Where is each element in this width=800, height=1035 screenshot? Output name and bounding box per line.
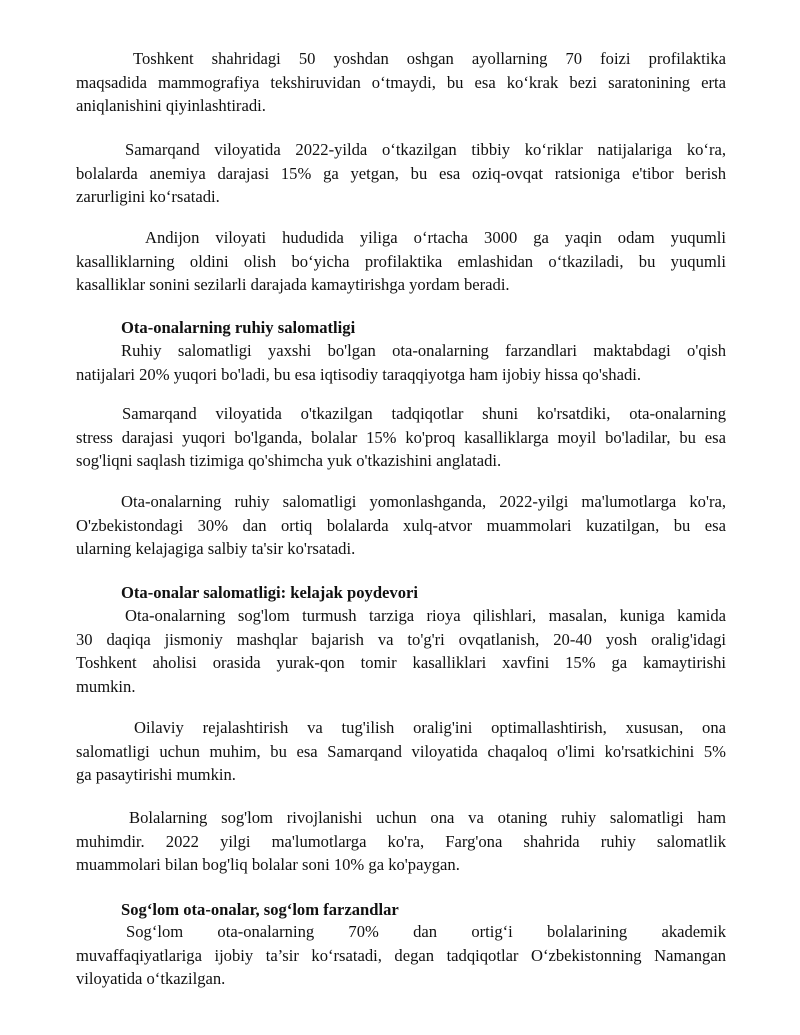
paragraph-line: natijalari 20% yuqori bo'ladi, bu esa iqtisodiy taraqqiyotga ham ijobiy hissa qo'shadi. bbox=[76, 364, 641, 384]
paragraph-line: zarurligini ko‘rsatadi. bbox=[76, 187, 220, 206]
paragraph bbox=[76, 716, 726, 787]
paragraph-line: muammolari bilan bog'liq bolalar soni 10% ga ko'paygan. bbox=[76, 855, 460, 874]
section-heading: Sog‘lom ota-onalar, sog‘lom farzandlar bbox=[121, 900, 399, 919]
paragraph-line: aniqlanishini qiyinlashtiradi. bbox=[76, 96, 266, 115]
paragraph-line: Ota-onalarning ruhiy salomatligi yomonlashganda, 2022-yilgi ma'lumotlarga ko'ra, bbox=[121, 492, 726, 511]
paragraph-line: salomatligi uchun muhim, bu esa Samarqand viloyatida chaqaloq o'limi ko'rsatkichini 5% bbox=[76, 741, 726, 761]
paragraph-line: Bolalarning sog'lom rivojlanishi uchun ona va otaning ruhiy salomatligi ham bbox=[129, 808, 726, 827]
paragraph-line: Toshkent shahridagi 50 yoshdan oshgan ayollarning 70 foizi profilaktika bbox=[133, 49, 726, 68]
paragraph-line: stress darajasi yuqori bo'lganda, bolalar 15% ko'proq kasalliklarga moyil bo'ladilar, bu esa bbox=[76, 427, 726, 447]
paragraph bbox=[76, 339, 726, 386]
paragraph bbox=[76, 47, 726, 118]
paragraph-line: ularning kelajagiga salbiy ta'sir ko'rsatadi. bbox=[76, 539, 356, 558]
paragraph bbox=[76, 920, 726, 991]
paragraph bbox=[76, 806, 726, 877]
paragraph-line: Sog‘lom ota-onalarning 70% dan ortig‘i bolalarining akademik bbox=[126, 922, 726, 941]
paragraph-line: Ruhiy salomatligi yaxshi bo'lgan ota-onalarning farzandlari maktabdagi o'qish bbox=[121, 341, 726, 360]
paragraph bbox=[76, 490, 726, 561]
paragraph-line: Andijon viloyati hududida yiliga o‘rtacha 3000 ga yaqin odam yuqumli bbox=[145, 228, 726, 247]
paragraph bbox=[76, 604, 726, 698]
paragraph-line: Samarqand viloyatida o'tkazilgan tadqiqotlar shuni ko'rsatdiki, ota-onalarning bbox=[122, 404, 726, 423]
paragraph bbox=[76, 138, 726, 209]
paragraph-line: muhimdir. 2022 yilgi ma'lumotlarga ko'ra, Farg'ona shahrida ruhiy salomatlik bbox=[76, 831, 726, 851]
paragraph-line: ga pasaytirishi mumkin. bbox=[76, 765, 236, 784]
paragraph-line: kasalliklar sonini sezilarli darajada kamaytirishga yordam beradi. bbox=[76, 275, 510, 294]
paragraph-line: maqsadida mammografiya tekshiruvidan o‘tmaydi, bu esa ko‘krak bezi saratonining erta bbox=[76, 72, 726, 92]
paragraph-line: muvaffaqiyatlariga ijobiy ta’sir ko‘rsatadi, degan tadqiqotlar O‘zbekistonning Namangan bbox=[76, 945, 726, 965]
paragraph-line: Samarqand viloyatida 2022-yilda o‘tkazilgan tibbiy ko‘riklar natijalariga ko‘ra, bbox=[125, 140, 726, 159]
paragraph bbox=[76, 402, 726, 473]
section-heading: Ota-onalar salomatligi: kelajak poydevori bbox=[121, 583, 418, 602]
paragraph-line: O'zbekistondagi 30% dan ortiq bolalarda xulq-atvor muammolari kuzatilgan, bu esa bbox=[76, 515, 726, 535]
section-heading: Ota-onalarning ruhiy salomatligi bbox=[121, 318, 356, 337]
paragraph-line: kasalliklarning oldini olish bo‘yicha profilaktika emlashidan o‘tkaziladi, bu yuqumli bbox=[76, 251, 726, 271]
paragraph bbox=[76, 226, 726, 297]
paragraph-line: viloyatida o‘tkazilgan. bbox=[76, 969, 226, 988]
paragraph-line: bolalarda anemiya darajasi 15% ga yetgan, bu esa oziq-ovqat ratsioniga e'tibor berish bbox=[76, 163, 726, 183]
paragraph-line: 30 daqiqa jismoniy mashqlar bajarish va to'g'ri ovqatlanish, 20-40 yosh oralig'idagi bbox=[76, 629, 726, 649]
paragraph-line: Oilaviy rejalashtirish va tug'ilish oralig'ini optimallashtirish, xususan, ona bbox=[134, 718, 726, 737]
paragraph-line: Toshkent aholisi orasida yurak-qon tomir kasalliklari xavfini 15% ga kamaytirishi bbox=[76, 653, 726, 672]
paragraph-line: mumkin. bbox=[76, 676, 136, 696]
paragraph-line: Ota-onalarning sog'lom turmush tarziga rioya qilishlari, masalan, kuniga kamida bbox=[125, 606, 726, 625]
paragraph-line: sog'liqni saqlash tizimiga qo'shimcha yuk o'tkazishini anglatadi. bbox=[76, 451, 502, 470]
